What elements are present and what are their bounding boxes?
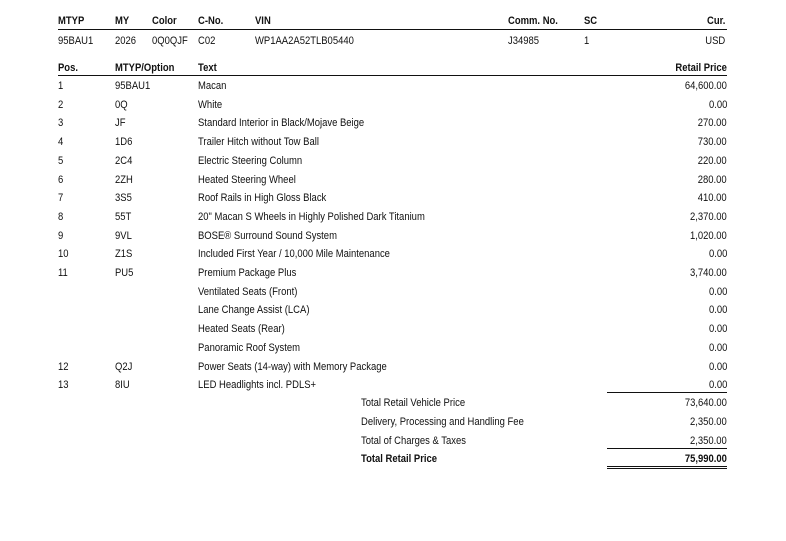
item-price: 0.00 <box>708 248 727 260</box>
cur-value: USD <box>705 35 725 47</box>
delivery-fee-label: Delivery, Processing and Handling Fee <box>361 416 524 428</box>
item-price: 280.00 <box>698 174 727 186</box>
item-pos: 1 <box>58 80 64 92</box>
item-pos: 5 <box>58 155 64 167</box>
item-code: 2ZH <box>115 174 133 186</box>
item-text: Roof Rails in High Gloss Black <box>198 192 327 204</box>
total-vehicle-price-value: 73,640.00 <box>684 397 727 409</box>
item-text: White <box>198 99 223 111</box>
color-header: Color <box>152 15 177 27</box>
item-pos: 13 <box>58 379 69 391</box>
total-retail-price-value: 75,990.00 <box>684 453 727 465</box>
item-price: 410.00 <box>698 192 727 204</box>
item-code: 0Q <box>115 99 128 111</box>
item-price: 220.00 <box>698 155 727 167</box>
item-text: Lane Change Assist (LCA) <box>198 304 310 316</box>
item-code: Z1S <box>115 248 133 260</box>
pos-header: Pos. <box>58 62 78 74</box>
item-price: 1,020.00 <box>690 230 727 242</box>
item-pos: 4 <box>58 136 64 148</box>
item-pos: 8 <box>58 211 64 223</box>
item-pos: 6 <box>58 174 64 186</box>
total-retail-price-label: Total Retail Price <box>361 453 438 465</box>
item-price: 270.00 <box>698 117 727 129</box>
item-text: Panoramic Roof System <box>198 342 301 354</box>
item-text: 20" Macan S Wheels in Highly Polished Dark Titanium <box>198 211 425 223</box>
item-text: Trailer Hitch without Tow Ball <box>198 136 319 148</box>
item-text: Included First Year / 10,000 Mile Maintenance <box>198 248 390 260</box>
item-price: 730.00 <box>698 136 727 148</box>
item-text: Premium Package Plus <box>198 267 297 279</box>
item-text: Macan <box>198 80 227 92</box>
item-code: 3S5 <box>115 192 132 204</box>
color-value: 0Q0QJF <box>152 35 188 47</box>
item-pos: 3 <box>58 117 64 129</box>
my-value: 2026 <box>115 35 137 47</box>
total-double-rule-bottom <box>607 468 727 469</box>
item-price: 0.00 <box>708 323 727 335</box>
header-divider <box>58 29 727 30</box>
cno-value: C02 <box>198 35 216 47</box>
item-price: 0.00 <box>708 99 727 111</box>
item-text: Heated Steering Wheel <box>198 174 296 186</box>
item-code: 9VL <box>115 230 132 242</box>
item-text: Standard Interior in Black/Mojave Beige <box>198 117 365 129</box>
item-code: JF <box>115 117 126 129</box>
total-double-rule-top <box>607 466 727 467</box>
item-price: 64,600.00 <box>684 80 727 92</box>
item-pos: 2 <box>58 99 64 111</box>
vin-value: WP1AA2A52TLB05440 <box>255 35 354 47</box>
charges-taxes-value: 2,350.00 <box>690 435 727 447</box>
item-pos: 12 <box>58 361 69 373</box>
item-pos: 7 <box>58 192 64 204</box>
option-header: MTYP/Option <box>115 62 175 74</box>
item-code: 55T <box>115 211 132 223</box>
item-code: 8IU <box>115 379 130 391</box>
cno-header: C-No. <box>198 15 224 27</box>
mtyp-value: 95BAU1 <box>58 35 94 47</box>
cur-header: Cur. <box>706 15 725 27</box>
item-text: LED Headlights incl. PDLS+ <box>198 379 317 391</box>
commno-header: Comm. No. <box>508 15 558 27</box>
total-vehicle-price-label: Total Retail Vehicle Price <box>361 397 466 409</box>
item-pos: 10 <box>58 248 69 260</box>
item-text: Power Seats (14-way) with Memory Package <box>198 361 387 373</box>
sc-header: SC <box>584 15 598 27</box>
item-text: Heated Seats (Rear) <box>198 323 285 335</box>
text-header: Text <box>198 62 217 74</box>
vin-header: VIN <box>255 15 271 27</box>
mtyp-header: MTYP <box>58 15 85 27</box>
item-pos: 11 <box>58 267 68 279</box>
price-header: Retail Price <box>675 62 727 74</box>
item-price: 0.00 <box>708 379 727 391</box>
item-code: Q2J <box>115 361 133 373</box>
item-price: 3,740.00 <box>690 267 727 279</box>
item-code: PU5 <box>115 267 134 279</box>
item-code: 95BAU1 <box>115 80 151 92</box>
delivery-fee-value: 2,350.00 <box>690 416 727 428</box>
item-price: 0.00 <box>708 304 727 316</box>
charges-taxes-label: Total of Charges & Taxes <box>361 435 467 447</box>
item-price: 2,370.00 <box>690 211 727 223</box>
item-text: Ventilated Seats (Front) <box>198 286 298 298</box>
item-text: BOSE® Surround Sound System <box>198 230 337 242</box>
commno-value: J34985 <box>508 35 540 47</box>
item-price: 0.00 <box>708 342 727 354</box>
item-price: 0.00 <box>708 286 727 298</box>
item-code: 1D6 <box>115 136 133 148</box>
subtotal-rule <box>607 392 727 393</box>
item-pos: 9 <box>58 230 64 242</box>
sc-value: 1 <box>584 35 590 47</box>
total-rule <box>607 448 727 449</box>
item-text: Electric Steering Column <box>198 155 303 167</box>
items-header-divider <box>58 75 727 76</box>
my-header: MY <box>115 15 130 27</box>
item-code: 2C4 <box>115 155 133 167</box>
item-price: 0.00 <box>708 361 727 373</box>
